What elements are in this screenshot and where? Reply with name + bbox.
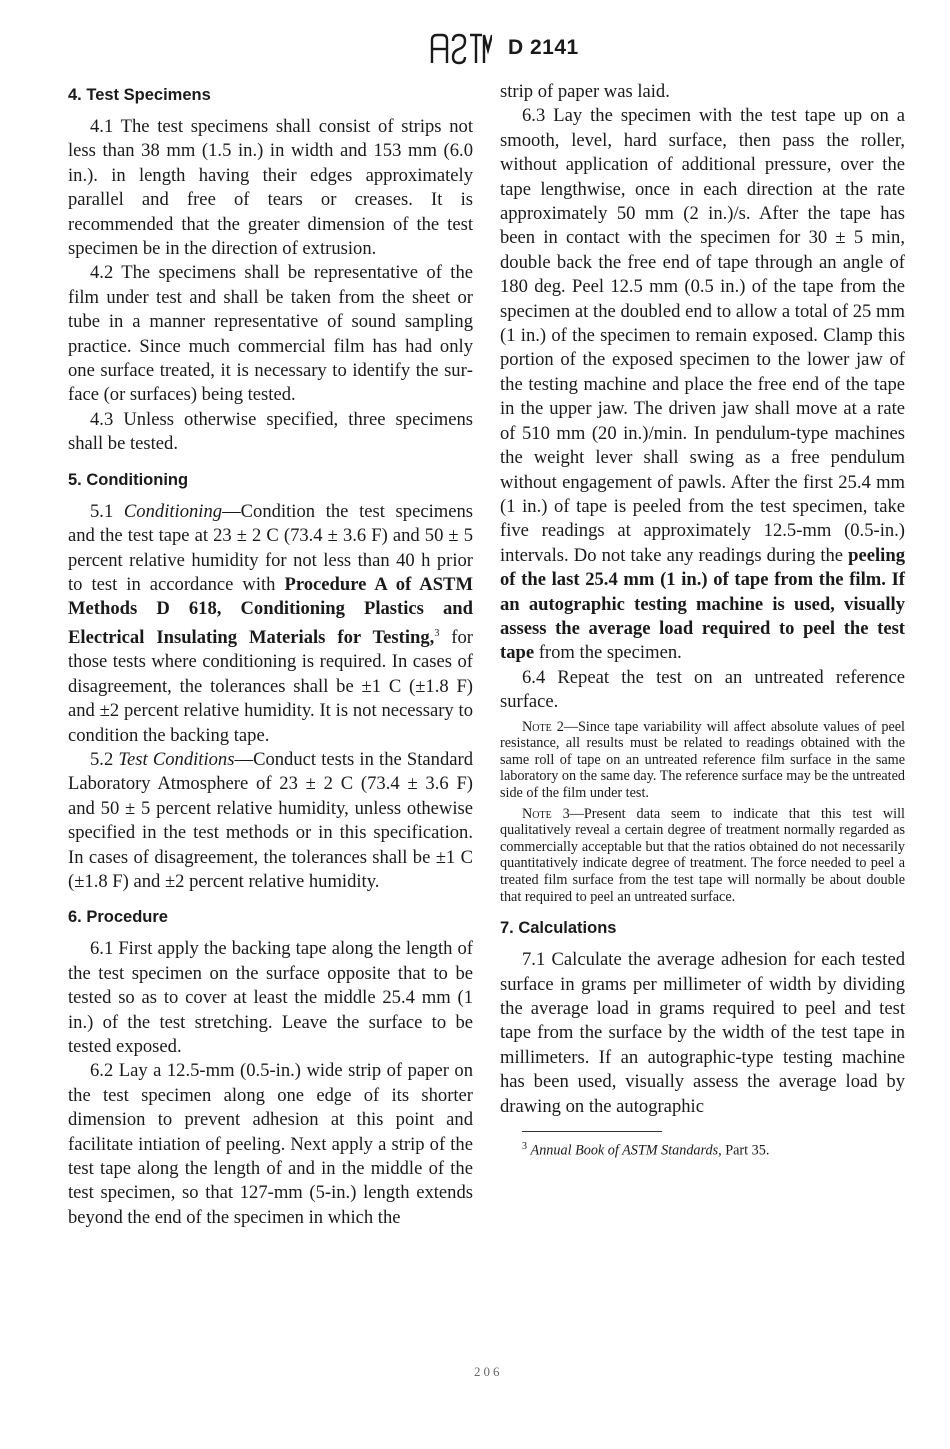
paragraph-6-4: 6.4 Repeat the test on an untreated reference surface. [500, 666, 905, 713]
footnote-divider [522, 1131, 662, 1132]
para-number: 5.2 [90, 748, 119, 770]
paragraph-4-3: 4.3 Unless otherwise specified, three specimens shall be tested. [68, 408, 473, 455]
note-text: —Present data seem to indicate that this test will qualitatively reveal a certain degree of treatment normally regarded as commercially acceptable but that the ratios obtained do not necessarily quantitatively indicate degree of treatment. The force needed to peel a treated film surface from the test tape will normally be about double that required to peel an untreated surface. [500, 805, 905, 905]
paragraph-5-1 [68, 500, 473, 748]
document-code: D 2141 [508, 36, 579, 59]
note-label: Note 2 [522, 718, 564, 735]
para-text: for those tests where conditioning is required. In cases of disagreement, the tolerances shall be ±1 C (±1.8 F) and ±2 percent relative humidity. It is not necessary to condition the backing tape. [68, 626, 473, 746]
para-number: 5.1 [90, 500, 124, 522]
paragraph-4-1: 4.1 The test specimens shall consist of strips not less than 38 mm (1.5 in.) in width and 153 mm (6.0 in.). in length having their edges approximately parallel and free of tears or creases. It is recommended that the greater dimension of the test specimen be in the direction of extrusion. [68, 116, 473, 260]
paragraph-6-3 [500, 104, 905, 665]
para-text: —Condition the test specimens and the test tape at 23 ± 2 C (73.4 ± 3.6 F) and 50 ± 5 percent relative humidity for not less than 40 h prior to test in accordance with [68, 500, 473, 595]
reference-text: Procedure A of ASTM Methods D 618, Conditioning Plastics and Electrical Insulating Materials for Testing, [68, 573, 473, 648]
paragraph-6-2: 6.2 Lay a 12.5-mm (0.5-in.) wide strip of paper on the test specimen along one edge of its shorter dimension to prevent adhesion at this point and facilitate intiation of peeling. Next apply a strip of the test tape along the length of and in the middle of the test specimen, so that 127-mm (5-in.) length extends beyond the end of the specimen in which the [68, 1060, 473, 1228]
section-7-heading: 7. Calculations [500, 919, 617, 938]
section-6-heading: 6. Procedure [68, 908, 168, 927]
paragraph-continuation: strip of paper was laid. [500, 81, 670, 102]
note-text: —Since tape variability will affect absolute values of peel resistance, all results must be related to readings obtained with the same roll of tape on an untreated reference film surface in the same laboratory on the same day. The reference surface may be the untreated side of the film under test. [500, 718, 906, 801]
footnote-tail: , Part 35. [718, 1142, 770, 1159]
para-text: from the specimen. [534, 642, 682, 664]
note-3 [500, 806, 905, 906]
para-subtitle: Conditioning [123, 500, 223, 522]
page-header [0, 28, 950, 68]
paragraph-7-1: 7.1 Calculate the average adhesion for each tested surface in grams per millimeter of width by dividing the average load in grams required to peel and test tape from the surface by the width of the test tape in millimeters. If an autographic-type testing machine has been used, visually assess the average load by drawing on the autographic [500, 949, 905, 1117]
footnote-title: Annual Book of ASTM Standards [530, 1142, 719, 1159]
footnote-marker: 3 [434, 627, 440, 639]
para-text: 6.3 Lay the specimen with the test tape up on a smooth, level, hard surface, then pass the roller, without application of additional pressure, over the tape lengthwise, once in each direction at the rate approximately 50 mm (2 in.)/s. After the tape has been in contact with the specimen for 30 ± 5 min, double back the free end of tape through an angle of 180 deg. Peel 12.5 mm (0.5 in.) of the tape from the specimen at the doubled end to allow a total of 25 mm (1 in.) of the specimen to remain exposed. Clamp this portion of the exposed specimen to the lower jaw of the testing machine and place the free end of the tape in the upper jaw. The driven jaw shall move at a rate of 510 mm (20 in.)/min. In pendulum-type machines the weight lever shall swing as a free pendulum without engagement of pawls. After the first 25.4 mm (1 in.) of tape is peeled from the test specimen, take five readings at approximately 12.5-mm (0.5-in.) intervals. Do not take any readings during the [500, 105, 905, 566]
section-5-heading: 5. Conditioning [68, 470, 189, 489]
astm-logo-icon [426, 32, 492, 66]
paragraph-5-2 [68, 748, 473, 894]
para-subtitle: Test Conditions [118, 748, 235, 770]
right-column [500, 80, 905, 1160]
footnote [522, 1138, 905, 1160]
emphasized-text: peeling of the last 25.4 mm (1 in.) of tape from the film. If an autographic testing machine is used, visually assess the average load required to peel the test tape [500, 544, 905, 664]
page-number: 206 [474, 1364, 503, 1379]
paragraph-6-1: 6.1 First apply the backing tape along the length of the test specimen on the surface opposite that to be tested so as to cover at least the middle 25.4 mm (1 in.) of the test stretching. Leave the surface to be tested exposed. [68, 938, 473, 1057]
para-text: —Conduct tests in the Standard Laboratory Atmosphere of 23 ± 2 C (73.4 ± 3.6 F) and 50 ± 5 percent relative humidity, unless othewise specified in the test methods or in this specification. In cases of disagreement, the tolerances shall be ±1 C (±1.8 F) and ±2 percent relative humidity. [68, 748, 474, 892]
paragraph-4-2: 4.2 The specimens shall be representative of the film under test and shall be taken from the sheet or tube in a manner representative of sound sampling practice. Since much commercial film has had only one surface treated, it is necessary to identify the surface (or surfaces) being tested. [68, 262, 473, 406]
section-4-heading: 4. Test Specimens [68, 86, 211, 104]
note-2 [500, 719, 905, 802]
left-column [68, 80, 473, 1230]
note-label: Note 3 [522, 805, 570, 822]
footnote-marker: 3 [522, 1140, 527, 1152]
